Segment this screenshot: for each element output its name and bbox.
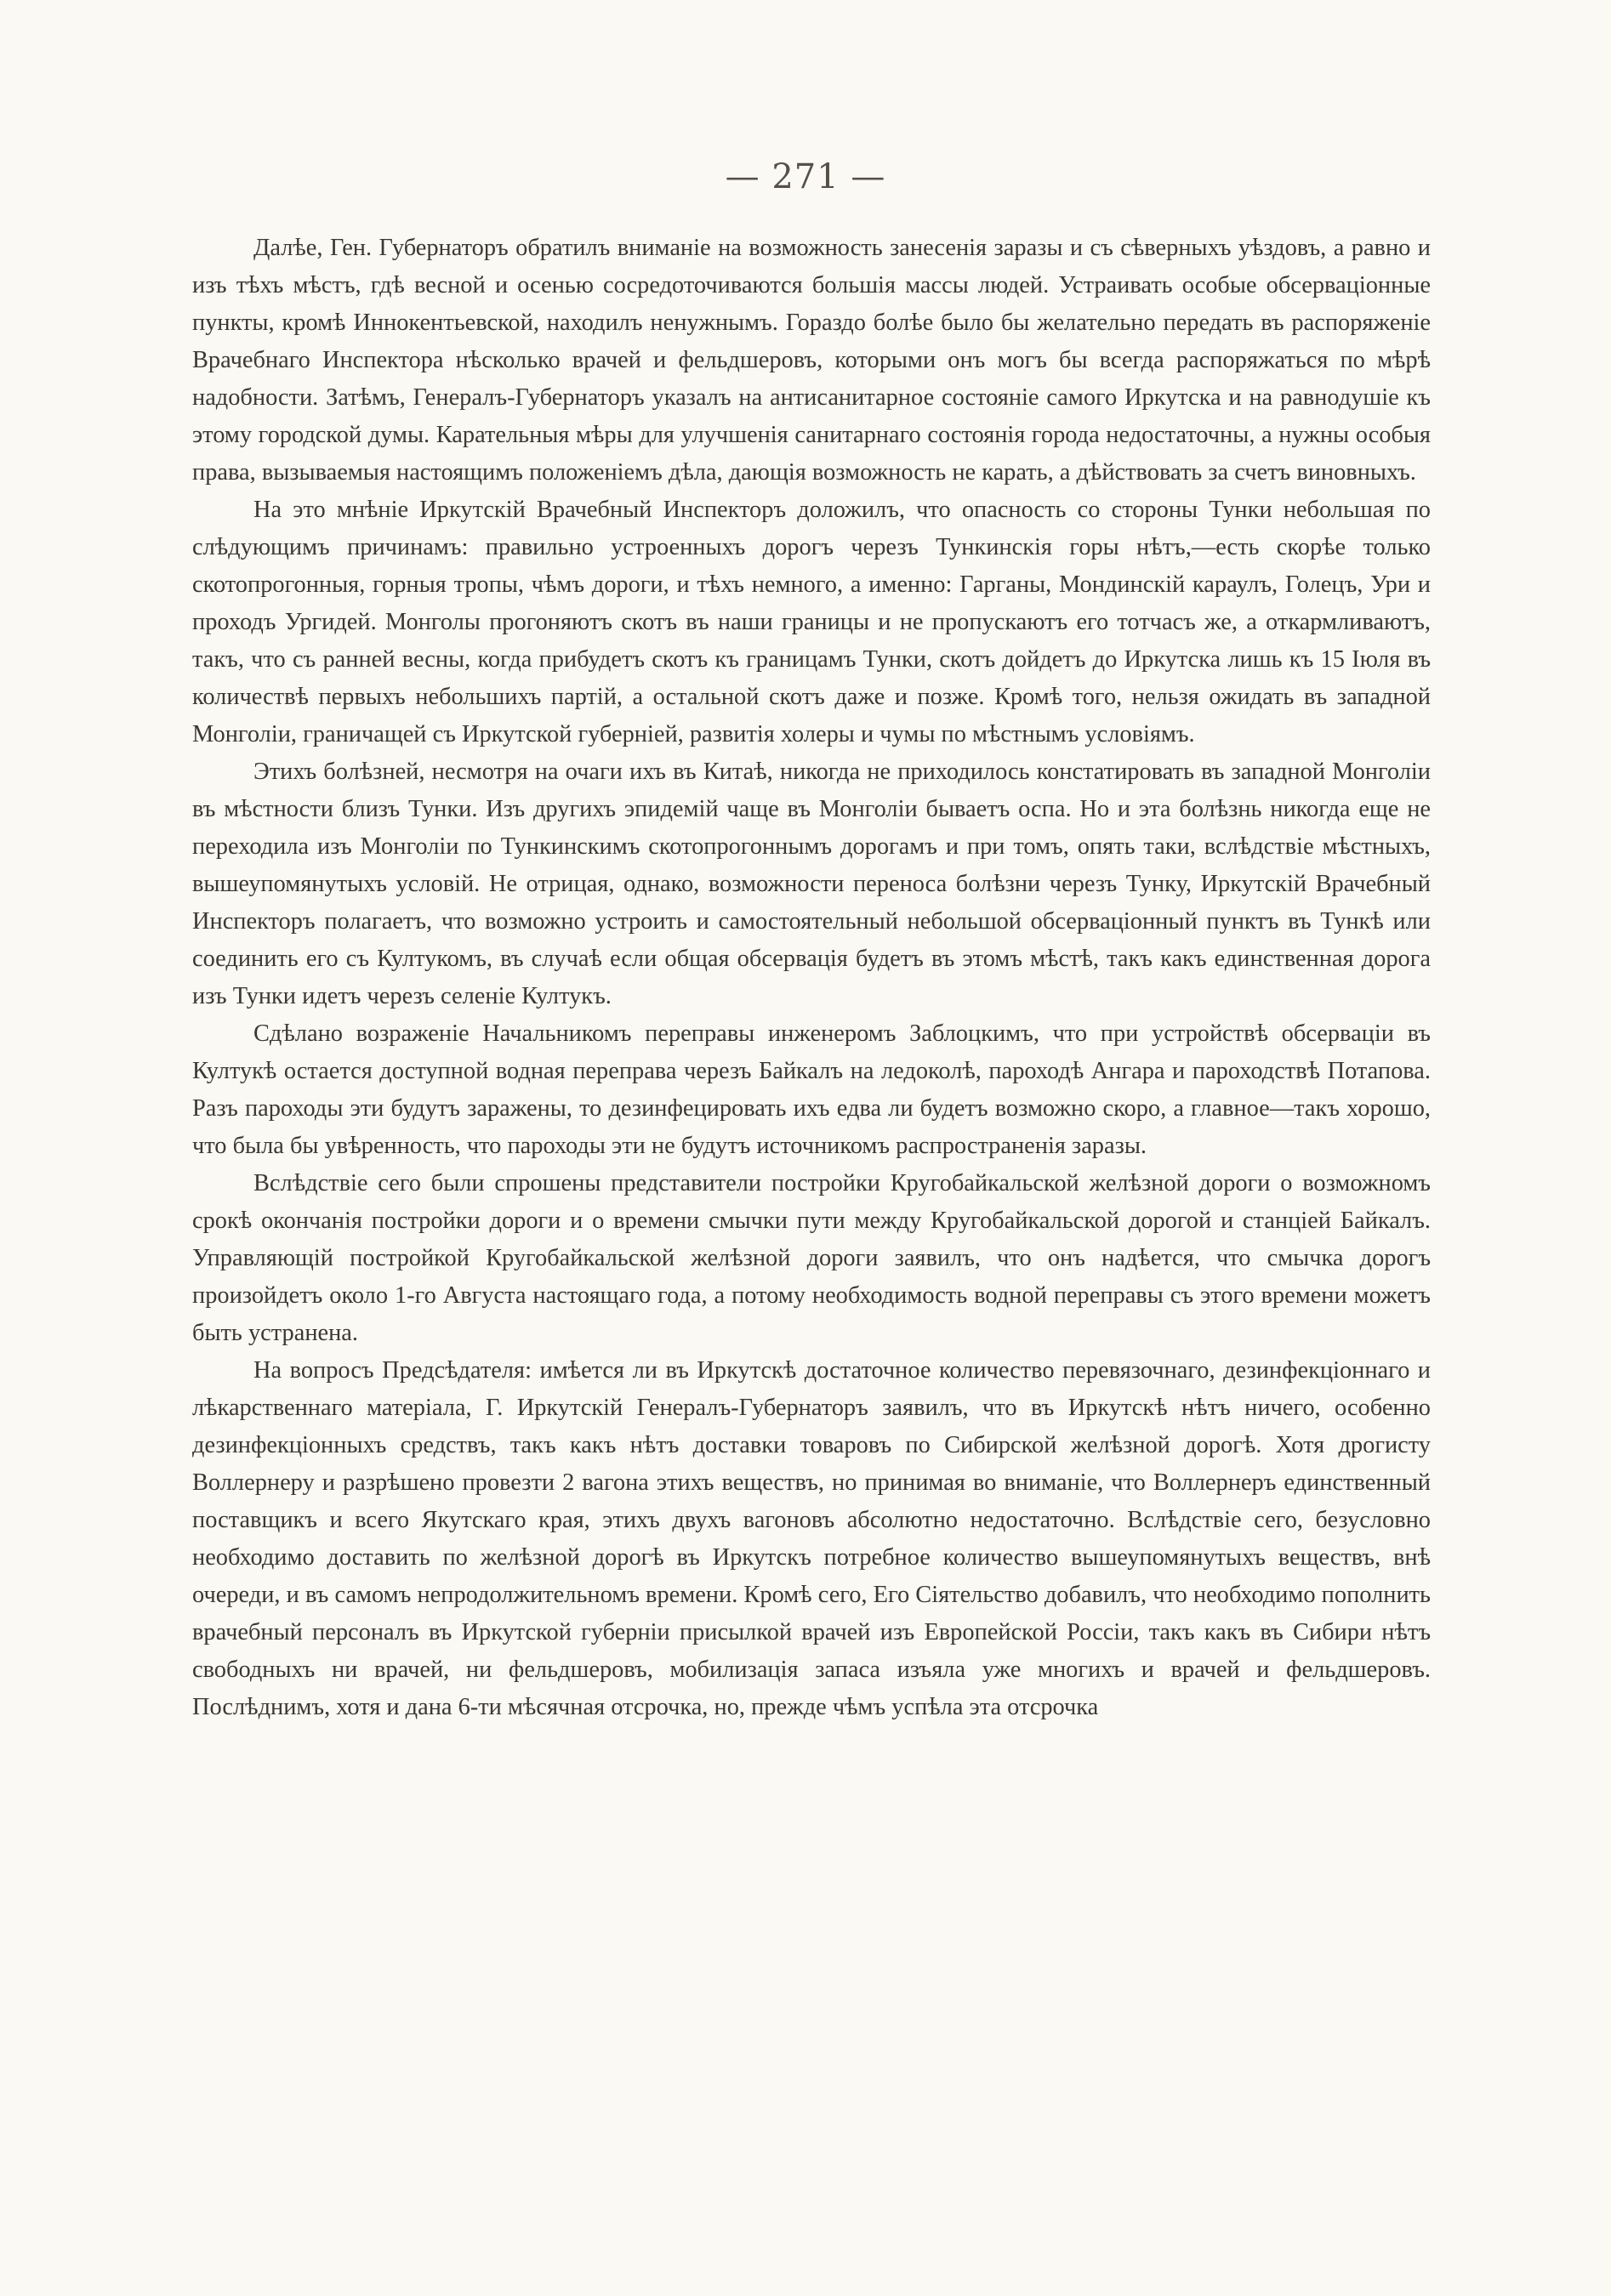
paragraph-6: На вопросъ Предсѣдателя: имѣется ли въ Иркутскѣ достаточное количество перевязочнаго, дезинфекціоннаго и лѣкарственнаго матеріала, Г. Иркутскій Генералъ-Губернаторъ заявилъ, что въ Иркутскѣ нѣтъ ничего, особенно дезинфекціонныхъ средствъ, такъ какъ нѣтъ доставки товаровъ по Сибирской желѣзной дорогѣ. Хотя дрогисту Воллернеру и разрѣшено провезти 2 вагона этихъ веществъ, но принимая во вниманіе, что Воллернеръ единственный поставщикъ и всего Якутскаго края, этихъ двухъ вагоновъ абсолютно недостаточно. Вслѣдствіе сего, безусловно необходимо доставить по желѣзной дорогѣ въ Иркутскъ потребное количество вышеупомянутыхъ веществъ, внѣ очереди, и въ самомъ непродолжительномъ времени. Кромѣ сего, Его Сіятельство добавилъ, что необходимо пополнить врачебный персоналъ въ Иркутской губерніи присылкой врачей изъ Европейской Россіи, такъ какъ въ Сибири нѣтъ свободныхъ ни врачей, ни фельдшеровъ, мобилизація запаса изъяла уже многихъ и врачей и фельдшеровъ. Послѣднимъ, хотя и дана 6-ти мѣсячная отсрочка, но, прежде чѣмъ успѣла эта отсрочка bbox=[192, 1357, 1431, 1720]
paragraph-5: Вслѣдствіе сего были спрошены представители постройки Кругобайкальской желѣзной дороги о возможномъ срокѣ окончанія постройки дороги и о времени смычки пути между Кругобайкальской дорогой и станціей Байкалъ. Управляющій постройкой Кругобайкальской желѣзной дороги заявилъ, что онъ надѣется, что смычка дорогъ произойдетъ около 1-го Августа настоящаго года, а потому необходимость водной переправы съ этого времени можетъ быть устранена. bbox=[192, 1170, 1431, 1346]
paragraph-4: Сдѣлано возраженіе Начальникомъ переправы инженеромъ Заблоцкимъ, что при устройствѣ обсерваціи въ Култукѣ остается доступной водная переправа черезъ Байкалъ на ледоколѣ, пароходѣ Ангара и пароходствѣ Потапова. Разъ пароходы эти будутъ заражены, то дезинфецировать ихъ едва ли будетъ возможно скоро, а главное—такъ хорошо, что была бы увѣренность, что пароходы эти не будутъ источникомъ распространенія заразы. bbox=[192, 1020, 1431, 1159]
paragraph-3: Этихъ болѣзней, несмотря на очаги ихъ въ Китаѣ, никогда не приходилось констатировать въ западной Монголіи въ мѣстности близъ Тунки. Изъ другихъ эпидемій чаще въ Монголіи бываетъ оспа. Но и эта болѣзнь никогда еще не переходила изъ Монголіи по Тункинскимъ скотопрогоннымъ дорогамъ и при томъ, опять таки, вслѣдствіе мѣстныхъ, вышеупомянутыхъ условій. Не отрицая, однако, возможности переноса болѣзни черезъ Тунку, Иркутскій Врачебный Инспекторъ полагаетъ, что возможно устроить и самостоятельный небольшой обсерваціонный пунктъ въ Тункѣ или соединить его съ Култукомъ, въ случаѣ если общая обсервація будетъ въ этомъ мѣстѣ, такъ какъ единственная дорога изъ Тунки идетъ черезъ селеніе Култукъ. bbox=[192, 759, 1431, 1009]
page-number: — 271 — bbox=[725, 157, 886, 196]
paragraph-1: Далѣе, Ген. Губернаторъ обратилъ вниманіе на возможность занесенія заразы и съ сѣверныхъ уѣздовъ, а равно и изъ тѣхъ мѣстъ, гдѣ весной и осенью сосредоточиваются большія массы людей. Устраивать особые обсерваціонные пункты, кромѣ Иннокентьевской, находилъ ненужнымъ. Гораздо болѣе было бы желательно передать въ распоряженіе Врачебнаго Инспектора нѣсколько врачей и фельдшеровъ, которыми онъ могъ бы всегда распоряжаться по мѣрѣ надобности. Затѣмъ, Генералъ-Губернаторъ указалъ на антисанитарное состояніе самого Иркутска и на равнодушіе къ этому городской думы. Карательныя мѣры для улучшенія санитарнаго состоянія города недостаточны, а нужны особыя права, вызываемыя настоящимъ положеніемъ дѣла, дающія возможность не карать, а дѣйствовать за счетъ виновныхъ. bbox=[192, 235, 1431, 486]
paragraph-2: На это мнѣніе Иркутскій Врачебный Инспекторъ доложилъ, что опасность со стороны Тунки небольшая по слѣдующимъ причинамъ: правильно устроенныхъ дорогъ черезъ Тункинскія горы нѣтъ,—есть скорѣе только скотопрогонныя, горныя тропы, чѣмъ дороги, и тѣхъ немного, а именно: Гарганы, Мондинскій караулъ, Голецъ, Ури и проходъ Ургидей. Монголы прогоняютъ скотъ въ наши границы и не пропускаютъ его тотчасъ же, а откармливаютъ, такъ, что съ ранней весны, когда прибудетъ скотъ къ границамъ Тунки, скотъ дойдетъ до Иркутска лишь къ 15 Іюля въ количествѣ первыхъ небольшихъ партій, а остальной скотъ даже и позже. Кромѣ того, нельзя ожидать въ западной Монголіи, граничащей съ Иркутской губерніей, развитія холеры и чумы по мѣстнымъ условіямъ. bbox=[192, 497, 1431, 747]
body-text bbox=[192, 230, 1431, 1726]
